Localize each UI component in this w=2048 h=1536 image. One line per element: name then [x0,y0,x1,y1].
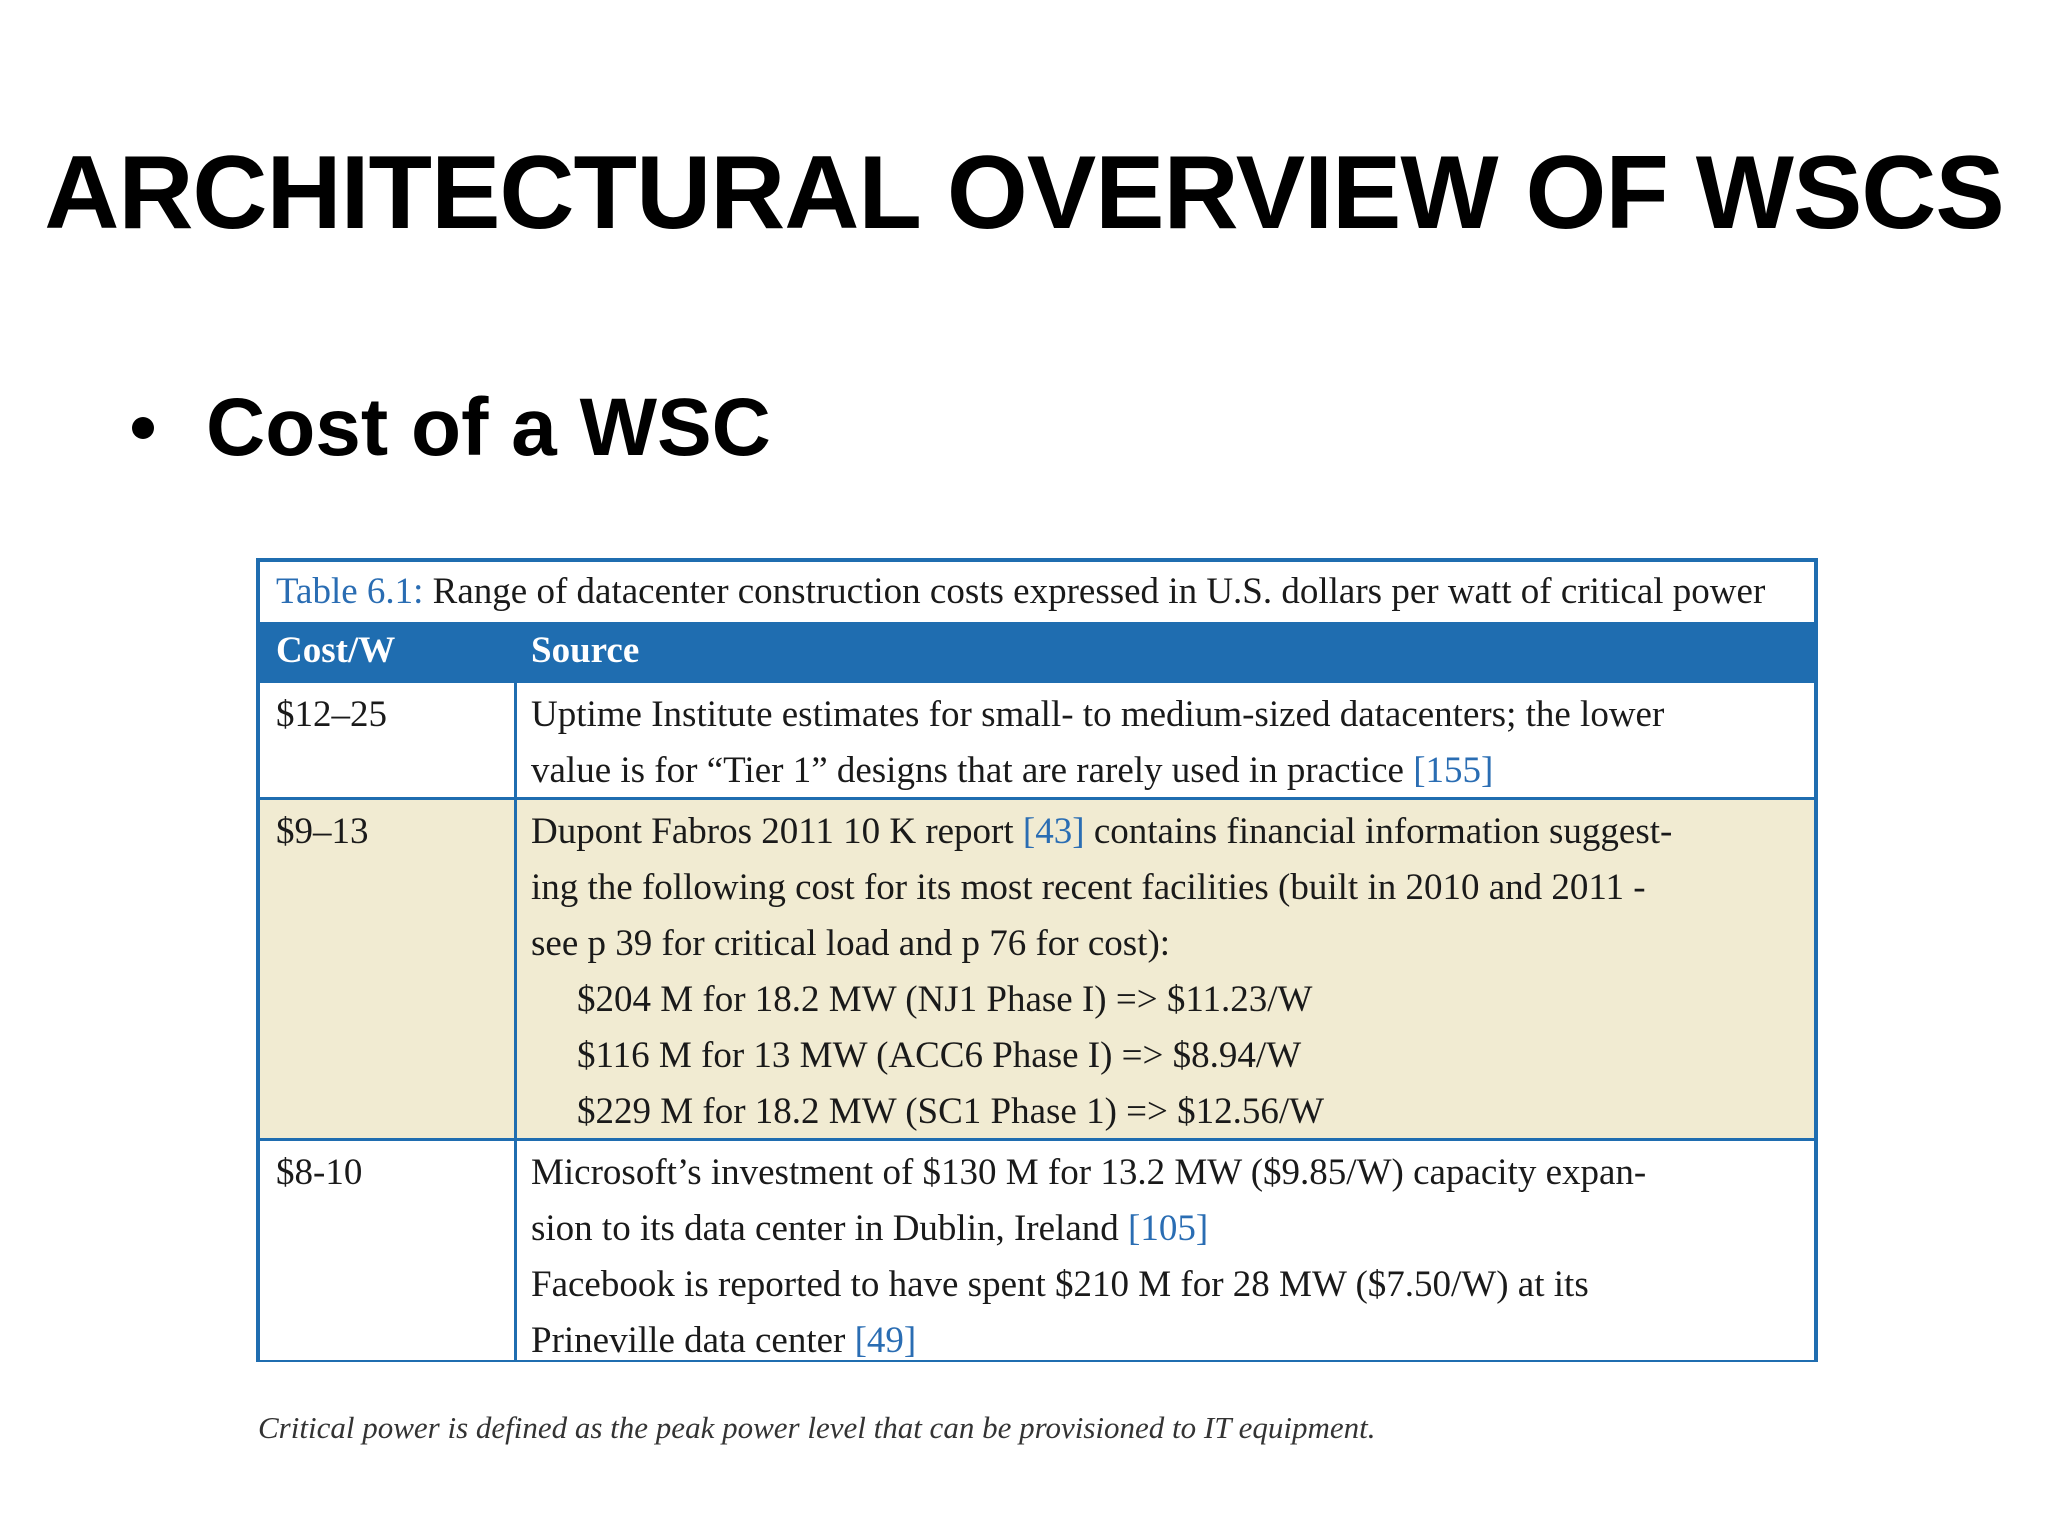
source-line-text: value is for “Tier 1” designs that are rarely used in practice [531,750,1414,791]
reference-link[interactable]: [105] [1128,1208,1209,1249]
slide-title: ARCHITECTURAL OVERVIEW OF WSCS [44,135,2004,251]
source-cell [517,1141,1814,1360]
cost-cell [260,1141,517,1360]
cost-value: $8-10 [276,1152,363,1193]
bullet-text: Cost of a WSC [206,382,771,473]
table-header-row [260,622,1814,680]
table-row [260,1138,1814,1360]
table-footnote: Critical power is defined as the peak power level that can be provisioned to IT equipment. [258,1410,1376,1445]
source-line-text: Prineville data center [531,1320,855,1361]
table-caption [260,562,1814,622]
source-cell [517,800,1814,1138]
column-header-cost: Cost/W [276,630,396,671]
source-line: ing the following cost for its most recent facilities (built in 2010 and 2011 - [531,867,1646,908]
cost-value: $12–25 [276,694,387,735]
source-line-text: Dupont Fabros 2011 10 K report [531,811,1023,852]
cost-breakdown-line: $204 M for 18.2 MW (NJ1 Phase I) => $11.23/W [577,979,1313,1020]
table-row [260,680,1814,797]
cost-cell [260,683,517,797]
table-row [260,797,1814,1138]
reference-link[interactable]: [43] [1022,811,1085,852]
source-line [531,804,1804,860]
source-line [531,1201,1804,1257]
column-header-source: Source [531,630,640,671]
cost-cell [260,800,517,1138]
reference-link[interactable]: [49] [854,1320,917,1361]
cost-breakdown-line: $229 M for 18.2 MW (SC1 Phase 1) => $12.56/W [577,1091,1325,1132]
bullet-item [118,378,771,478]
source-line: Microsoft’s investment of $130 M for 13.2 MW ($9.85/W) capacity expan- [531,1152,1647,1193]
source-cell [517,683,1814,797]
bullet-icon [132,417,154,439]
source-line [531,743,1804,799]
reference-link[interactable]: [155] [1413,750,1494,791]
cost-table [256,558,1818,1362]
source-line-text: sion to its data center in Dublin, Ireland [531,1208,1128,1249]
cost-breakdown-line: $116 M for 13 MW (ACC6 Phase I) => $8.94/W [577,1035,1302,1076]
source-line: Facebook is reported to have spent $210 M for 28 MW ($7.50/W) at its [531,1264,1589,1305]
source-line-text: contains financial information suggest- [1084,811,1673,852]
source-line: Uptime Institute estimates for small- to medium-sized datacenters; the lower [531,694,1665,735]
table-caption-label: Table 6.1: [276,571,424,612]
source-line [531,1313,1804,1369]
source-line: see p 39 for critical load and p 76 for cost): [531,923,1171,964]
cost-value: $9–13 [276,811,369,852]
table-caption-text: Range of datacenter construction costs expressed in U.S. dollars per watt of critical power [423,571,1766,612]
